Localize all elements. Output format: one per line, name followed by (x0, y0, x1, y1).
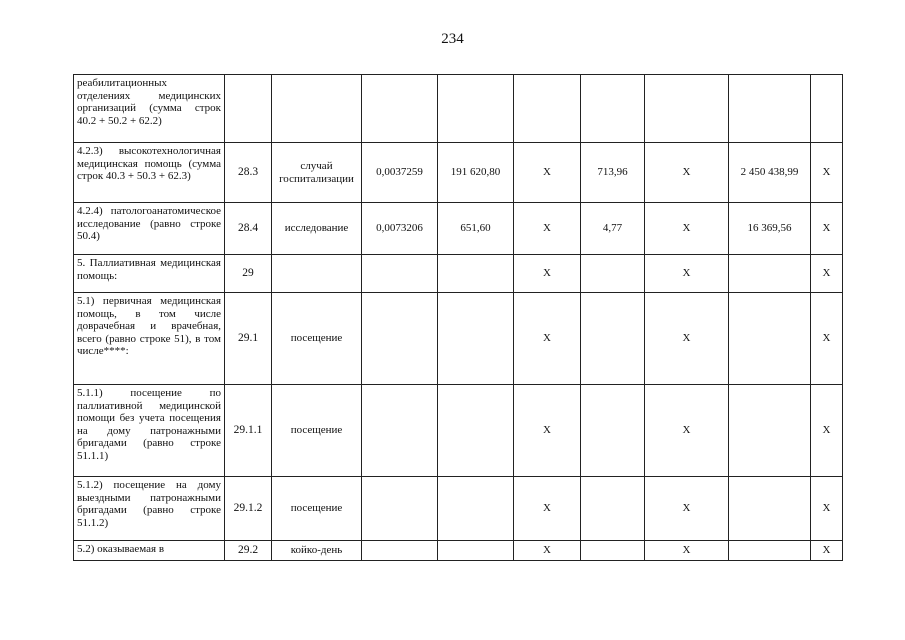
row-norm-cell (362, 477, 438, 541)
row-col7-cell (581, 255, 645, 293)
row-col8-cell (645, 75, 729, 143)
table-row (74, 541, 843, 561)
row-code-cell: 28.4 (225, 203, 272, 255)
table-row (74, 255, 843, 293)
row-col9-cell (729, 255, 811, 293)
row-norm-cell (362, 255, 438, 293)
table-row (74, 203, 843, 255)
row-norm-cell: 0,0037259 (362, 143, 438, 203)
row-norm-cell: 0,0073206 (362, 203, 438, 255)
row-cost-cell: 191 620,80 (438, 143, 514, 203)
table-row (74, 143, 843, 203)
table-row (74, 75, 843, 143)
row-col6-cell: X (514, 203, 581, 255)
row-cost-cell (438, 385, 514, 477)
row-code-cell: 29.1.2 (225, 477, 272, 541)
row-col7-cell: 713,96 (581, 143, 645, 203)
row-unit-cell: посещение (272, 477, 362, 541)
row-norm-cell (362, 293, 438, 385)
row-col9-cell (729, 75, 811, 143)
row-col10-cell: X (811, 143, 843, 203)
row-code-cell: 29.1.1 (225, 385, 272, 477)
row-col6-cell (514, 75, 581, 143)
row-col6-cell: X (514, 143, 581, 203)
table-row (74, 293, 843, 385)
row-unit-cell: случай госпитализации (272, 143, 362, 203)
row-unit-cell: посещение (272, 385, 362, 477)
row-name-cell: 5. Паллиативная медицинская помощь: (74, 255, 225, 293)
row-col7-cell (581, 477, 645, 541)
row-cost-cell: 651,60 (438, 203, 514, 255)
row-col7-cell (581, 385, 645, 477)
row-unit-cell: посещение (272, 293, 362, 385)
row-norm-cell (362, 75, 438, 143)
row-col9-cell (729, 477, 811, 541)
row-col9-cell: 16 369,56 (729, 203, 811, 255)
row-name-cell: 4.2.4) патологоанатомическое исследование (равно строке 50.4) (74, 203, 225, 255)
row-name-cell: реабилитационных отделениях медицинских организаций (сумма строк 40.2 + 50.2 + 62.2) (74, 75, 225, 143)
row-name-cell: 5.2) оказываемая в (74, 541, 225, 561)
row-col7-cell (581, 541, 645, 561)
row-col9-cell: 2 450 438,99 (729, 143, 811, 203)
row-cost-cell (438, 293, 514, 385)
row-col7-cell (581, 75, 645, 143)
row-name-cell: 5.1.1) посещение по паллиативной медицинской помощи без учета посещения на дому патронажными бригадами (равно строке 51.1.1) (74, 385, 225, 477)
row-col10-cell (811, 75, 843, 143)
row-col8-cell: X (645, 385, 729, 477)
row-col8-cell: X (645, 203, 729, 255)
page-number: 234 (441, 31, 464, 47)
table-row (74, 477, 843, 541)
row-code-cell (225, 75, 272, 143)
row-unit-cell (272, 255, 362, 293)
row-col7-cell (581, 293, 645, 385)
row-col8-cell: X (645, 541, 729, 561)
row-name-cell: 5.1) первичная медицинская помощь, в том числе доврачебная и врачебная, всего (равно строке 51), в том числе****: (74, 293, 225, 385)
row-col10-cell: X (811, 293, 843, 385)
row-unit-cell: исследование (272, 203, 362, 255)
row-col9-cell (729, 385, 811, 477)
row-col8-cell: X (645, 293, 729, 385)
row-code-cell: 29.1 (225, 293, 272, 385)
data-table (73, 74, 843, 561)
row-col8-cell: X (645, 143, 729, 203)
row-col7-cell: 4,77 (581, 203, 645, 255)
row-unit-cell: койко-день (272, 541, 362, 561)
row-col6-cell: X (514, 255, 581, 293)
row-col6-cell: X (514, 477, 581, 541)
row-name-cell: 4.2.3) высокотехнологичная медицинская помощь (сумма строк 40.3 + 50.3 + 62.3) (74, 143, 225, 203)
row-col10-cell: X (811, 385, 843, 477)
table-row (74, 385, 843, 477)
row-code-cell: 29.2 (225, 541, 272, 561)
row-col9-cell (729, 541, 811, 561)
row-col10-cell: X (811, 477, 843, 541)
row-cost-cell (438, 477, 514, 541)
row-col10-cell: X (811, 203, 843, 255)
table-body (74, 75, 843, 561)
row-norm-cell (362, 385, 438, 477)
row-col8-cell: X (645, 477, 729, 541)
row-col8-cell: X (645, 255, 729, 293)
row-cost-cell (438, 255, 514, 293)
row-col10-cell: X (811, 541, 843, 561)
row-col6-cell: X (514, 541, 581, 561)
row-col6-cell: X (514, 385, 581, 477)
row-unit-cell (272, 75, 362, 143)
row-name-cell: 5.1.2) посещение на дому выездными патронажными бригадами (равно строке 51.1.2) (74, 477, 225, 541)
row-code-cell: 28.3 (225, 143, 272, 203)
row-col10-cell: X (811, 255, 843, 293)
row-norm-cell (362, 541, 438, 561)
row-cost-cell (438, 75, 514, 143)
row-code-cell: 29 (225, 255, 272, 293)
row-col6-cell: X (514, 293, 581, 385)
row-cost-cell (438, 541, 514, 561)
row-col9-cell (729, 293, 811, 385)
